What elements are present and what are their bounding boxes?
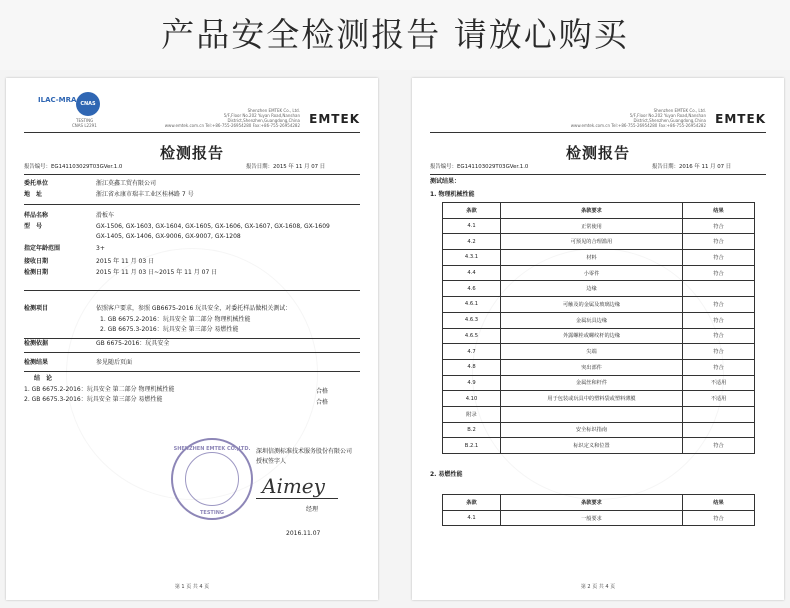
table-row — [443, 297, 755, 313]
emtek-logo: EMTEK — [715, 112, 766, 126]
table-row — [443, 422, 755, 438]
page-footer: 第 1 页 共 4 页 — [174, 584, 210, 590]
table-cell: 不适用 — [683, 391, 755, 407]
conclusion-line-2: 2. GB 6675.3-2016：玩具安全 第三部分 易燃性能 — [24, 396, 163, 403]
table-cell — [683, 406, 755, 422]
table-cell: 金属玩具边缘 — [501, 312, 683, 328]
address-label: 地 址 — [24, 191, 43, 198]
table-cell: 4.4 — [443, 265, 501, 281]
model-label: 型 号 — [24, 223, 43, 230]
client-label: 委托单位 — [24, 180, 49, 187]
signature-line — [256, 498, 338, 499]
company-address: Shenzhen EMTEK Co., Ltd. 5/F,Floor No.202 Yuyan Road,Nanshan District,Shenzhen,Guangdong,China www.emtek.com.cn Tel:+86-755-26954280 Fax:+86-755-26954282 — [164, 108, 300, 128]
divider — [24, 290, 360, 291]
table-cell: 符合 — [683, 218, 755, 234]
page-title: 检测报告 — [565, 144, 630, 162]
receive-date-label: 接收日期 — [24, 258, 49, 265]
table-row — [443, 281, 755, 297]
sample-name-label: 样品名称 — [24, 212, 49, 219]
table-cell: 4.2 — [443, 234, 501, 250]
age-label: 指定年龄范围 — [24, 245, 61, 252]
table-header-cell: 条款要求 — [501, 203, 683, 219]
report-number: 报告编号：EG141103029T03GVer.1.0 — [24, 164, 123, 170]
section-physical: 1. 物理机械性能 — [430, 191, 475, 198]
cnas-logo: CNAS — [76, 92, 100, 116]
ilac-mra-logo: ILAC-MRA — [38, 96, 77, 104]
company-stamp: SHENZHEN EMTEK CO.,LTD. TESTING — [171, 438, 253, 520]
page-title: 检测报告 — [159, 144, 224, 162]
table-cell: 4.9 — [443, 375, 501, 391]
model-value-2: GX-1405, GX-1406, GX-9006, GX-9007, GX-1208 — [96, 233, 241, 240]
divider — [430, 174, 766, 175]
test-basis-value: GB 6675-2016：玩具安全 — [96, 340, 170, 347]
conclusion-label: 结 论 — [34, 375, 53, 382]
test-date-label: 检测日期 — [24, 269, 49, 276]
table-cell: B.2.1 — [443, 438, 501, 454]
divider — [24, 371, 360, 372]
table-cell: 符合 — [683, 250, 755, 266]
table-cell: 符合 — [683, 234, 755, 250]
test-items-label: 检测项目 — [24, 305, 49, 312]
test-items-line-1: 依照客户要求，参照 GB6675-2016 玩具安全，对委托样品做相关测试： — [96, 305, 292, 312]
table-cell: 安全标识指南 — [501, 422, 683, 438]
cnas-testing: TESTING — [76, 118, 94, 123]
table-row — [443, 359, 755, 375]
table-header-row — [443, 203, 755, 219]
table-header-row — [443, 495, 755, 511]
table-header-cell: 结果 — [683, 495, 755, 511]
table-cell: 符合 — [683, 438, 755, 454]
top-banner — [0, 0, 790, 70]
table-row — [443, 391, 755, 407]
table-cell: 4.6.1 — [443, 297, 501, 313]
table-row — [443, 328, 755, 344]
table-cell: 外露螺栓或螺纹杆的边缘 — [501, 328, 683, 344]
sample-name-value: 滑板车 — [96, 212, 115, 219]
client-value: 浙江莫鑫工贸有限公司 — [96, 180, 157, 187]
table-row — [443, 218, 755, 234]
table-row — [443, 438, 755, 454]
conclusion-line-1: 1. GB 6675.2-2016：玩具安全 第二部分 物理机械性能 — [24, 386, 175, 393]
report-page-1 — [6, 78, 378, 600]
table-cell: 4.1 — [443, 218, 501, 234]
table-cell: 材料 — [501, 250, 683, 266]
table-row — [443, 312, 755, 328]
table-cell: 附录 — [443, 406, 501, 422]
test-date-value: 2015 年 11 月 03 日~2015 年 11 月 07 日 — [96, 269, 218, 276]
table-cell — [683, 281, 755, 297]
test-items-line-3: 2. GB 6675.3-2016：玩具安全 第三部分 易燃性能 — [100, 326, 239, 333]
authorized-signatory: 授权签字人 — [256, 458, 287, 465]
table-cell: 符合 — [683, 328, 755, 344]
table-cell: 4.8 — [443, 359, 501, 375]
table-header-cell: 结果 — [683, 203, 755, 219]
manager-label: 经理 — [306, 506, 319, 513]
header-divider — [430, 132, 766, 133]
test-basis-label: 检测依据 — [24, 340, 49, 347]
report-number: 报告编号：EG141103029T03GVer.1.0 — [430, 164, 529, 170]
page-footer: 第 2 页 共 4 页 — [580, 584, 616, 590]
physical-table — [442, 202, 755, 454]
table-cell: 小零件 — [501, 265, 683, 281]
table-cell: 尖端 — [501, 344, 683, 360]
test-items-line-2: 1. GB 6675.2-2016：玩具安全 第二部分 物理机械性能 — [100, 316, 251, 323]
section-flammability: 2. 易燃性能 — [430, 471, 463, 478]
divider — [24, 352, 360, 353]
report-page-2 — [412, 78, 784, 600]
result-heading: 测试结果： — [430, 178, 461, 185]
table-row — [443, 234, 755, 250]
table-cell: 符合 — [683, 344, 755, 360]
conclusion-result-1: 合格 — [316, 388, 329, 395]
table-cell: 标识定义和位置 — [501, 438, 683, 454]
flammability-table — [442, 494, 755, 526]
table-cell: 4.3.1 — [443, 250, 501, 266]
table-row — [443, 510, 755, 526]
age-value: 3+ — [96, 245, 105, 252]
table-cell: 符合 — [683, 359, 755, 375]
table-cell: 边缘 — [501, 281, 683, 297]
table-cell: 4.10 — [443, 391, 501, 407]
table-cell: 4.1 — [443, 510, 501, 526]
table-cell: 符合 — [683, 312, 755, 328]
model-value-1: GX-1506, GX-1603, GX-1604, GX-1605, GX-1606, GX-1607, GX-1608, GX-1609 — [96, 223, 330, 230]
table-cell: 突出部件 — [501, 359, 683, 375]
table-cell: 可预见的合理滥用 — [501, 234, 683, 250]
company-address: Shenzhen EMTEK Co., Ltd. 5/F,Floor No.202 Yuyan Road,Nanshan District,Shenzhen,Guangdong,China www.emtek.com.cn Tel:+86-755-26954280 Fax:+86-755-26954282 — [570, 108, 706, 128]
table-row — [443, 344, 755, 360]
test-result-label: 检测结果 — [24, 359, 49, 366]
table-header-cell: 条款 — [443, 203, 501, 219]
table-row — [443, 265, 755, 281]
table-cell — [683, 422, 755, 438]
report-date: 报告日期：2016 年 11 月 07 日 — [652, 164, 732, 170]
banner-title: 产品安全检测报告 请放心购买 — [161, 15, 629, 54]
table-cell: 4.7 — [443, 344, 501, 360]
divider — [24, 204, 360, 205]
test-result-value: 参见随后页面 — [96, 359, 133, 366]
table-cell — [501, 406, 683, 422]
sign-date: 2016.11.07 — [286, 530, 321, 537]
emtek-logo: EMTEK — [309, 112, 360, 126]
receive-date-value: 2015 年 11 月 03 日 — [96, 258, 155, 265]
table-cell: B.2 — [443, 422, 501, 438]
header-divider — [24, 132, 360, 133]
table-row — [443, 406, 755, 422]
divider — [24, 338, 360, 339]
address-value: 浙江省永康市瑞丰工业区桂林路 7 号 — [96, 191, 194, 198]
testing-company: 深圳信测标准技术服务股份有限公司 — [256, 448, 353, 455]
table-cell: 4.6 — [443, 281, 501, 297]
table-cell: 符合 — [683, 510, 755, 526]
table-cell: 金属丝和杆件 — [501, 375, 683, 391]
table-header-cell: 条款要求 — [501, 495, 683, 511]
table-row — [443, 375, 755, 391]
table-cell: 正常使用 — [501, 218, 683, 234]
report-date: 报告日期：2015 年 11 月 07 日 — [246, 164, 326, 170]
table-cell: 符合 — [683, 265, 755, 281]
cnas-number: CNAS L2291 — [72, 123, 97, 128]
table-cell: 可触及的金属及玻璃边缘 — [501, 297, 683, 313]
divider — [24, 174, 360, 175]
table-cell: 符合 — [683, 297, 755, 313]
table-cell: 一般要求 — [501, 510, 683, 526]
table-header-cell: 条款 — [443, 495, 501, 511]
conclusion-result-2: 合格 — [316, 399, 329, 406]
signature: Aimey — [262, 474, 325, 498]
table-cell: 不适用 — [683, 375, 755, 391]
table-cell: 4.6.5 — [443, 328, 501, 344]
table-cell: 用于包装或玩具中的塑料袋或塑料薄膜 — [501, 391, 683, 407]
table-row — [443, 250, 755, 266]
table-cell: 4.6.3 — [443, 312, 501, 328]
